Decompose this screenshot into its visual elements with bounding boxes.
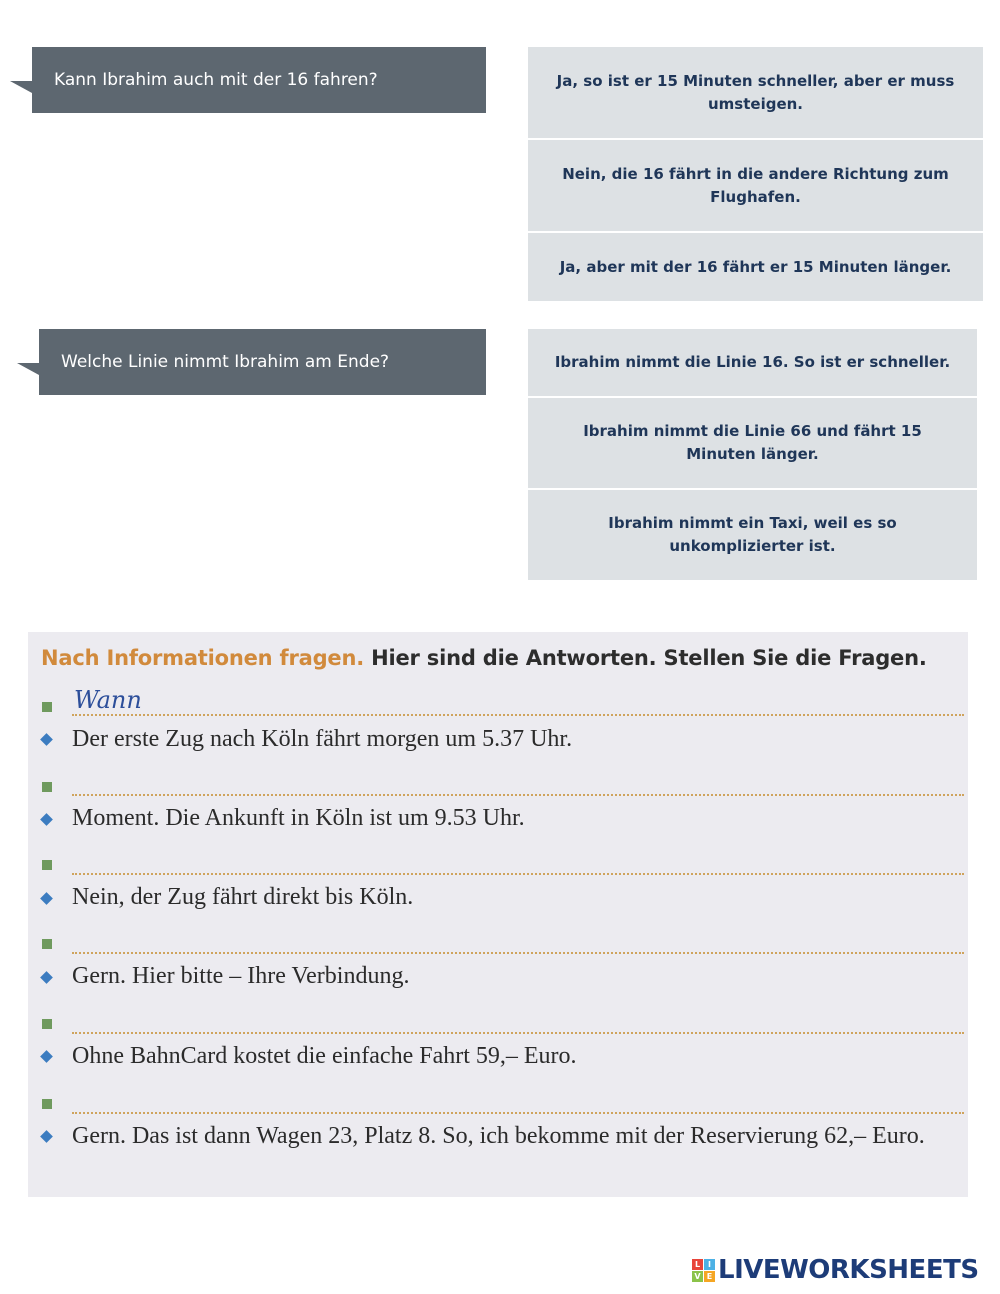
handwritten-answer: Wann xyxy=(74,686,142,714)
question-marker-square xyxy=(42,939,52,949)
answer-marker-diamond xyxy=(40,813,53,826)
logo-grid-cell: E xyxy=(704,1271,715,1282)
option-2-b[interactable]: Ibrahim nimmt die Linie 66 und fährt 15 Minuten länger. xyxy=(528,398,977,488)
logo-grid-cell: I xyxy=(704,1259,715,1270)
question-marker-square xyxy=(42,860,52,870)
answer-line-5[interactable] xyxy=(72,1032,964,1034)
logo-text: LIVEWORKSHEETS xyxy=(718,1255,979,1285)
option-1-c[interactable]: Ja, aber mit der 16 fährt er 15 Minuten länger. xyxy=(528,233,983,301)
answer-line-4[interactable] xyxy=(72,952,964,954)
option-2-c[interactable]: Ibrahim nimmt ein Taxi, weil es so unkomplizierter ist. xyxy=(528,490,977,580)
answer-text-5: Ohne BahnCard kostet die einfache Fahrt 59,– Euro. xyxy=(72,1043,577,1069)
answer-line-6[interactable] xyxy=(72,1112,964,1114)
exercise-image xyxy=(28,632,968,1197)
question-marker-square xyxy=(42,782,52,792)
answer-marker-diamond xyxy=(40,971,53,984)
option-1-a[interactable]: Ja, so ist er 15 Minuten schneller, aber er muss umsteigen. xyxy=(528,47,983,138)
logo-grid-icon xyxy=(692,1259,715,1282)
answer-line-1[interactable] xyxy=(72,714,964,716)
answer-text-1: Der erste Zug nach Köln fährt morgen um 5.37 Uhr. xyxy=(72,726,573,752)
exercise-title-dark: Hier sind die Antworten. Stellen Sie die Fragen. xyxy=(371,646,927,670)
question-marker-square xyxy=(42,1019,52,1029)
question-1-text: Kann Ibrahim auch mit der 16 fahren? xyxy=(54,70,378,90)
answer-line-2[interactable] xyxy=(72,794,964,796)
answer-marker-diamond xyxy=(40,733,53,746)
answer-text-6: Gern. Das ist dann Wagen 23, Platz 8. So, ich bekomme mit der Reservierung 62,– Euro. xyxy=(72,1123,925,1149)
answer-line-3[interactable] xyxy=(72,873,964,875)
option-1-b[interactable]: Nein, die 16 fährt in die andere Richtung zum Flughafen. xyxy=(528,140,983,231)
question-bubble-1 xyxy=(32,47,486,113)
answer-marker-diamond xyxy=(40,1130,53,1143)
answer-text-2: Moment. Die Ankunft in Köln ist um 9.53 Uhr. xyxy=(72,805,525,831)
exercise-title-orange: Nach Informationen fragen. xyxy=(41,646,364,670)
options-group-2 xyxy=(528,329,977,582)
answer-marker-diamond xyxy=(40,1050,53,1063)
question-bubble-2 xyxy=(39,329,486,395)
question-marker-square xyxy=(42,702,52,712)
exercise-title xyxy=(41,646,927,670)
answer-text-3: Nein, der Zug fährt direkt bis Köln. xyxy=(72,884,414,910)
liveworksheets-logo xyxy=(692,1255,979,1285)
answer-marker-diamond xyxy=(40,892,53,905)
question-marker-square xyxy=(42,1099,52,1109)
answer-text-4: Gern. Hier bitte – Ihre Verbindung. xyxy=(72,963,410,989)
option-2-a[interactable]: Ibrahim nimmt die Linie 16. So ist er schneller. xyxy=(528,329,977,396)
logo-grid-cell: V xyxy=(692,1271,703,1282)
logo-grid-cell: L xyxy=(692,1259,703,1270)
question-2-text: Welche Linie nimmt Ibrahim am Ende? xyxy=(61,352,390,372)
options-group-1 xyxy=(528,47,983,303)
